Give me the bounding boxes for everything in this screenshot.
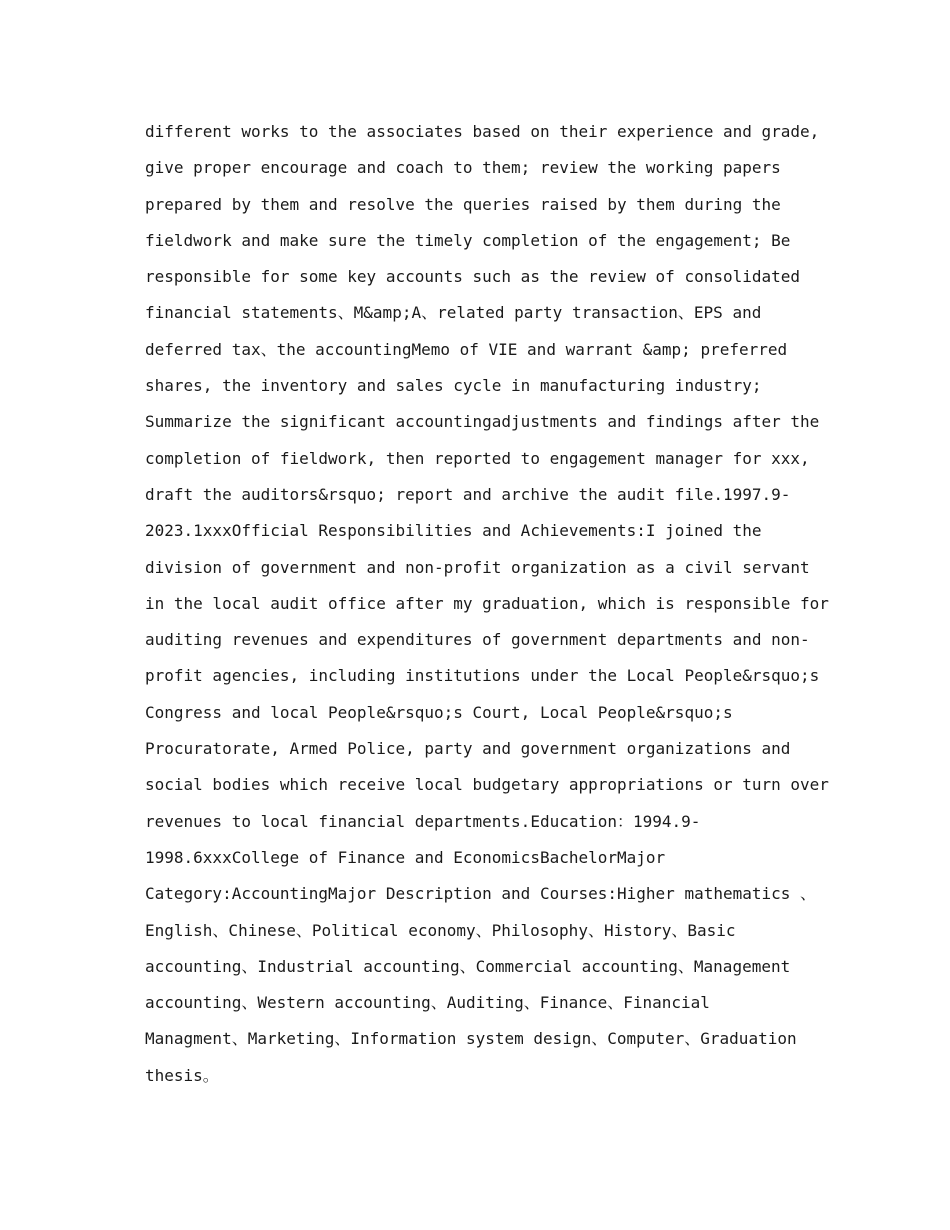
text-line: social bodies which receive local budgetary appropriations or turn over — [145, 775, 829, 795]
text-line: revenues to local financial departments.Education：1994.9- — [145, 811, 701, 831]
text-line: accounting、Western accounting、Auditing、Finance、Financial — [145, 993, 710, 1013]
text-line: fieldwork and make sure the timely completion of the engagement; Be — [145, 230, 791, 250]
body-text — [145, 114, 845, 1094]
text-line: completion of fieldwork, then reported to engagement manager for xxx, — [145, 448, 810, 468]
text-line: draft the auditors&rsquo; report and archive the audit file.1997.9- — [145, 484, 791, 504]
text-line: thesis。 — [145, 1065, 219, 1085]
text-line: accounting、Industrial accounting、Commercial accounting、Management — [145, 956, 791, 976]
text-line: auditing revenues and expenditures of government departments and non- — [145, 630, 810, 650]
text-line: 2023.1xxxOfficial Responsibilities and Achievements:I joined the — [145, 521, 762, 541]
text-line: Managment、Marketing、Information system design、Computer、Graduation — [145, 1029, 797, 1049]
text-line: division of government and non-profit organization as a civil servant — [145, 557, 810, 577]
text-line: different works to the associates based on their experience and grade, — [145, 122, 820, 141]
text-line: 1998.6xxxCollege of Finance and EconomicsBachelorMajor — [145, 847, 666, 867]
text-line: in the local audit office after my graduation, which is responsible for — [145, 593, 829, 613]
text-line: Summarize the significant accountingadjustments and findings after the — [145, 412, 820, 432]
text-line: responsible for some key accounts such as the review of consolidated — [145, 267, 801, 287]
text-line: prepared by them and resolve the queries raised by them during the — [145, 194, 781, 214]
text-line: Congress and local People&rsquo;s Court, Local People&rsquo;s — [145, 702, 733, 722]
text-line: give proper encourage and coach to them; review the working papers — [145, 158, 781, 178]
text-line: deferred tax、the accountingMemo of VIE and warrant &amp; preferred — [145, 339, 788, 359]
text-line: Category:AccountingMajor Description and Courses:Higher mathematics 、 — [145, 884, 817, 904]
text-line: profit agencies, including institutions under the Local People&rsquo;s — [145, 666, 820, 686]
text-line: financial statements、M&amp;A、related party transaction、EPS and — [145, 303, 762, 323]
text-line: shares, the inventory and sales cycle in manufacturing industry; — [145, 376, 762, 396]
text-line: Procuratorate, Armed Police, party and government organizations and — [145, 739, 791, 759]
text-line: English、Chinese、Political economy、Philosophy、History、Basic — [145, 920, 736, 940]
